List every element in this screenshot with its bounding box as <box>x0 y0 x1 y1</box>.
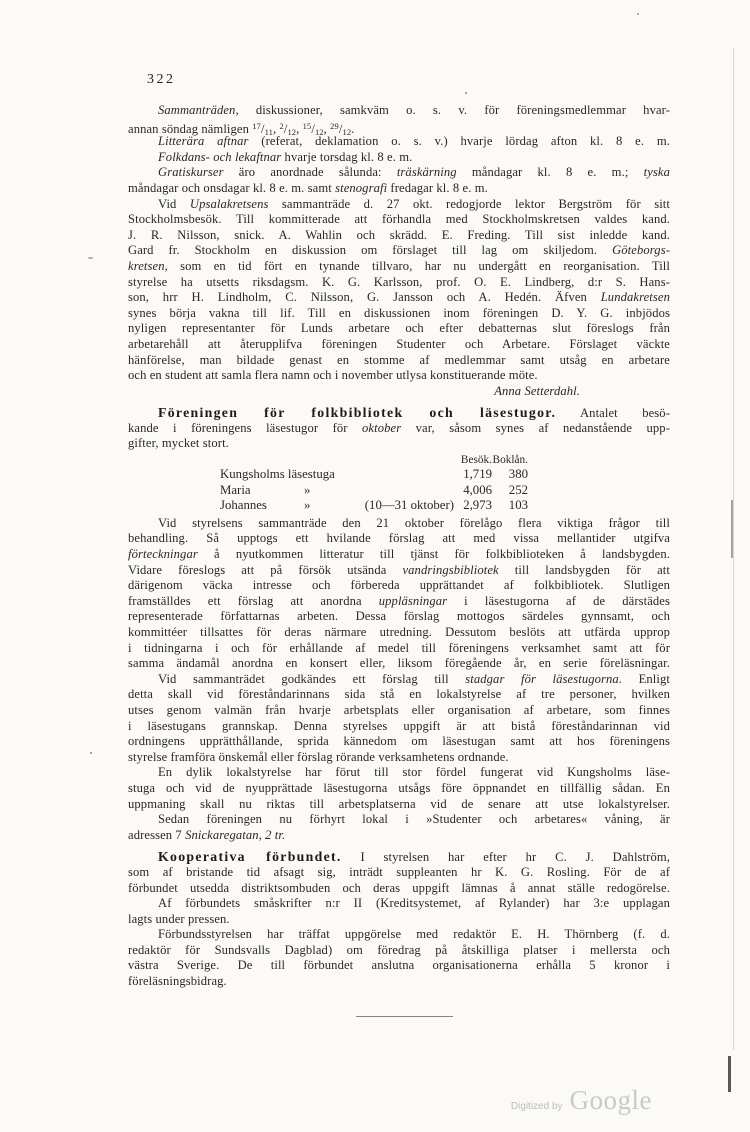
text-line: och en student att samla flera namn och i november utlysa konstituerande möte. <box>128 368 538 383</box>
google-logo: Google <box>569 1085 652 1115</box>
text-line: nyligen representanter för Lunds arbetare och efter debatternas slut föreslogs från <box>128 321 670 336</box>
text-line: Anna Setterdahl. <box>494 383 580 398</box>
text-line: förbundet utsedda distriktsombuden och deras uppgift lämnas å annat ställe redogörelse. <box>128 880 670 895</box>
text-line: Förbundsstyrelsen har träffat uppgörelse med redaktör E. H. Thörnberg (f. d. <box>158 927 670 942</box>
paragraph <box>128 197 670 400</box>
text-line: Vid Upsalakretsens sammanträde d. 27 okt. redogjorde lektor Bergström för sitt <box>158 196 670 211</box>
text-line: hänförelse, man bildade genast en stomme af medlemmar samt utsåg en arbetare <box>128 352 670 367</box>
text-line: son, hrr H. Lindholm, C. Nilsson, G. Jansson och A. Hedén. Äfven Lundakretsen <box>128 290 670 305</box>
text-section-top <box>128 103 670 452</box>
text-line: i läsestugans grannskap. Denna styrelses uppgift är att bistå föreståndarinnan vid <box>128 718 670 733</box>
cell-name: Maria <box>220 482 251 497</box>
text-line: uppmaning skall nu riktas till arbetsplatserna vid de senare att utse lokalstyrelser. <box>128 796 670 811</box>
text-line: Stockholmsbesök. Till kommitterade att förhandla med Stockholmskretsen valdes kand. <box>128 212 670 227</box>
cell-besok: 4,006 <box>463 482 492 497</box>
scan-artifact <box>637 13 639 15</box>
cell-name: Johannes <box>220 498 267 513</box>
scan-artifact <box>728 1056 731 1092</box>
table-row <box>220 467 670 483</box>
text-line: adressen 7 Snickaregatan, 2 tr. <box>128 827 286 842</box>
paragraph <box>128 103 670 137</box>
paragraph <box>128 134 670 150</box>
text-line: framställdes ett förslag att anordna uppläsningar i läsestugorna af de därstädes <box>128 593 670 608</box>
cell-besok: 2,973 <box>463 498 492 513</box>
text-line: Folkdans- och lekaftnar hvarje torsdag kl. 8 e. m. <box>158 149 413 164</box>
text-line: redaktör för Sundsvalls Dagblad) om föredrag på åtskilliga platser i mellersta och <box>128 942 670 957</box>
text-line: detta skall vid föreståndarinnans sida stå en lokalstyrelse af tre personer, hvilken <box>128 687 670 702</box>
table-row <box>220 483 670 499</box>
paragraph <box>128 765 670 812</box>
text-line: kommittéer tillsattes för deras närmare utredning. Dessutom beslöts att utfärda upprop <box>128 625 670 639</box>
text-line: därigenom väcka intresse och förbereda upprättandet af folkbibliotek. Slutligen <box>128 578 670 593</box>
text-line: arbetarehåll att återupplifva föreningen Studenter och Arbetare. Förslaget väckte <box>128 336 670 351</box>
stats-table <box>220 453 670 514</box>
text-line: styrelse ha utsetts riksdagsm. K. G. Karlsson, prof. O. E. Lindberg, d:r S. Hans- <box>128 274 670 289</box>
text-line: behandling. Så upptogs ett hvilande förslag att med vissa mellantider utgifva <box>128 531 670 546</box>
cell-boklan: 380 <box>508 467 528 482</box>
paragraph <box>128 812 670 843</box>
cell-name: Kungsholms läsestuga <box>220 467 335 482</box>
text-line: Kooperativa förbundet. I styrelsen har efter hr C. J. Dahlström, <box>158 849 670 865</box>
section-divider <box>356 1016 453 1017</box>
paragraph <box>128 896 670 927</box>
table-header-row <box>220 453 670 467</box>
text-line: västra Sverige. De till förbundet anslutna organisationerna erhålla 5 kronor i <box>128 958 670 973</box>
watermark-prefix: Digitized by <box>510 1101 563 1112</box>
cell-ditto: » <box>304 498 311 513</box>
paragraph <box>128 165 670 196</box>
text-line: Sedan föreningen nu förhyrt lokal i »Studenter och arbetares« våning, är <box>158 812 670 827</box>
text-section-bottom <box>128 516 670 990</box>
text-line: samma ändamål anordna en konsert eller, liksom föregående år, en serie föreläsningar. <box>128 656 670 671</box>
text-line: Vid sammanträdet godkändes ett förslag till stadgar för läsestugorna. Enligt <box>158 671 670 686</box>
text-line: En dylik lokalstyrelse har förut till stor fördel fungerat vid Kungsholms läse- <box>158 765 670 780</box>
col-header-boklan: Boklån. <box>492 454 528 467</box>
table-row <box>220 498 670 514</box>
scan-artifact <box>465 92 467 94</box>
text-line: ordningens upprätthållande, sprida kännedom om läsestugan samt att hos föreningens <box>128 734 670 749</box>
text-line: Vidare föreslogs att på försök utsända vandringsbibliotek till landsbygden för att <box>128 562 670 577</box>
text-line: lagts under pressen. <box>128 911 230 926</box>
paragraph <box>128 150 670 166</box>
text-line: som af bristande tid afsagt sig, inträdt suppleanten hr K. G. Rosling. För de af <box>128 864 670 879</box>
text-line: J. R. Nilsson, snick. A. Wahlin och skrädd. E. Freding. Till sist inledde kand. <box>128 227 670 242</box>
text-line: Litterära aftnar (referat, deklamation o. s. v.) hvarje lördag afton kl. 8 e. m. <box>158 134 670 149</box>
scan-artifact <box>731 500 733 558</box>
text-line: kretsen, som en tid fört en tynande tillvaro, har nu undergått en reorganisation. Till <box>128 258 670 273</box>
text-line: Föreningen för folkbibliotek och läsestugor. Antalet besö- <box>158 405 670 421</box>
text-line: förteckningar å nyutkommen litteratur till tjänst för folkbiblioteken å landsbygden. <box>128 547 670 562</box>
page-number: 322 <box>147 72 176 87</box>
text-line: utses genom valmän från hvarje arbetsplats eller organisation af arbetare, som finnes <box>128 702 670 717</box>
text-line: kande i föreningens läsestugor för oktober var, såsom synes af nedanstående upp- <box>128 420 670 435</box>
text-line: annan söndag nämligen $^{17}$/11, $^2$/12, $^{15}$/12, $^{29}$/12. <box>128 120 355 137</box>
text-line: Gratiskurser äro anordnade sålunda: träskärning måndagar kl. 8 e. m.; tyska <box>158 165 670 180</box>
page-content <box>128 72 670 990</box>
col-header-besok: Besök. <box>460 454 492 467</box>
paragraph <box>128 927 670 989</box>
text-line: Af förbundets småskrifter n:r II (Kreditsystemet, af Rylander) har 3:e upplagan <box>158 896 670 911</box>
text-line: synes börja vakna till lif. Till en diskussionen inom föreningen D. Y. G. inbjödos <box>128 305 670 320</box>
cell-besok: 1,719 <box>463 467 492 482</box>
cell-note: (10—31 oktober) <box>364 498 454 513</box>
text-line: gifter, mycket stort. <box>128 436 229 451</box>
cell-boklan: 252 <box>508 482 528 497</box>
text-line: i tidningarna i och för erhållande af medel till föreningens verksamhet samt att för <box>128 640 670 655</box>
watermark <box>511 1085 652 1116</box>
scan-page-edge <box>733 48 734 1050</box>
text-line: Sammanträden, diskussioner, samkväm o. s. v. för föreningsmedlemmar hvar- <box>158 103 670 117</box>
scan-artifact <box>90 752 92 754</box>
paragraph <box>128 405 670 452</box>
paragraph <box>128 672 670 766</box>
text-line: styrelse framföra önskemål eller förslag rörande verksamhetens ordnande. <box>128 749 509 764</box>
text-line: Vid styrelsens sammanträde den 21 oktober förelågo flera viktiga frågor till <box>158 515 670 530</box>
scan-artifact <box>88 257 93 259</box>
paragraph <box>128 516 670 672</box>
cell-ditto: » <box>304 482 311 497</box>
text-line: föreläsningsbidrag. <box>128 974 227 989</box>
text-line: måndagar och onsdagar kl. 8 e. m. samt stenografi fredagar kl. 8 e. m. <box>128 180 488 195</box>
text-line: stuga och vid de nyupprättade läsestugorna utsågs före öppnandet en tillfällig sådan. En <box>128 780 670 795</box>
text-line: Gard fr. Stockholm en diskussion om förslaget till lag om skiljedom. Göteborgs- <box>128 243 670 258</box>
paragraph <box>128 849 670 896</box>
cell-boklan: 103 <box>508 498 528 513</box>
text-line: representerade författarnas arbeten. Dessa förslag mottogos särdeles gynnsamt, och <box>128 609 670 624</box>
